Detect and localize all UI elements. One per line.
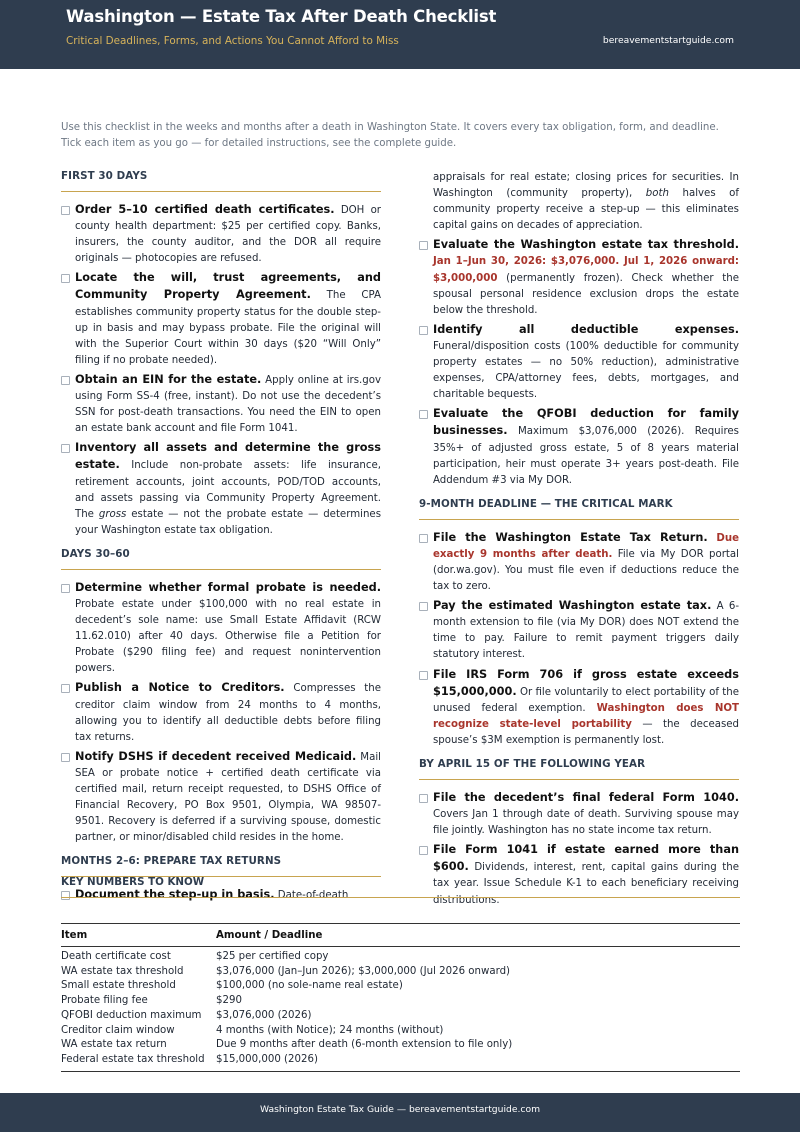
item-highlight: Jan 1–Jun 30, 2026: $3,076,000. Jul 1, 2026 onward: $3,000,000 [433,256,739,284]
page-subtitle: Critical Deadlines, Forms, and Actions You Cannot Afford to Miss [66,35,399,47]
item-title: Document the step-up in basis. [75,888,275,902]
item-text: File via My DOR portal (dor.wa.gov). You must file even if deductions reduce the tax to zero. [433,548,740,593]
item-text: Dividends, interest, rent, capital gains during the tax year. Issue Schedule K-1 to each beneficiary receiving distributions. [433,862,739,906]
checkbox[interactable] [61,376,70,385]
table-row [61,979,740,994]
item-highlight: Due exactly 9 months after death. [433,532,739,560]
item-title: Evaluate the Washington estate tax threshold. [433,238,739,252]
item-text: Include non-probate assets: life insurance, retirement accounts, joint accounts, POD/TOD accounts, and assets passing via Community Property Agreement. The [75,460,381,520]
right-column [419,170,739,912]
checkbox[interactable] [61,444,70,453]
checkbox[interactable] [419,602,428,611]
checkbox[interactable] [61,206,70,215]
item-title: Evaluate the QFOBI deduction for family businesses. [433,407,739,438]
table-cell: Small estate threshold [61,980,176,992]
item-text: Date-of-death [274,890,349,902]
item-emphasis: both [645,188,669,200]
item-title: Inventory all assets and determine the gross estate. [75,441,381,472]
table-cell: Federal estate tax threshold [61,1053,216,1071]
item-title: File the decedent’s final federal Form 1040. [433,791,739,804]
item-title: Determine whether formal probate is needed. [75,580,381,594]
checklist-item [61,440,381,539]
left-column [61,170,381,907]
column-header-amount: Amount / Deadline [216,924,740,947]
checkbox[interactable] [61,684,70,693]
table-cell: Creditor claim window [61,1024,175,1036]
table-row [61,1024,740,1039]
table-cell: Probate filing fee [61,995,148,1007]
section-heading-key-numbers: KEY NUMBERS TO KNOW [61,876,740,898]
item-title: Obtain an EIN for the estate. [75,372,262,386]
item-text: Compresses the creditor claim window from 24 months to 4 months, allowing you to identify all deductible debts before filing tax returns. [75,683,382,743]
checklist-item [419,598,739,663]
item-text: (permanently frozen). Check whether the spousal personal residence exclusion drops the estate below the threshold. [433,272,739,316]
section-heading-first-30-days: FIRST 30 DAYS [61,170,381,192]
checklist-item [61,372,381,437]
item-text: Probate estate under $100,000 with no real estate in decedent’s sole name: use Small Estate Affidavit (RCW 11.62.010) after 40 days. Otherwise file a Petition for Probate ($290 filing fee) and request nonintervention powers. [75,598,381,675]
checkbox[interactable] [419,846,428,855]
checklist-item [61,202,381,267]
footer-text: Washington Estate Tax Guide — bereavementstartguide.com [259,1104,541,1115]
table-cell: $25 per certified copy [216,951,329,962]
column-header-item: Item [61,924,216,947]
item-title: Order 5–10 certified death certificates. [75,203,335,216]
table-row [61,1053,740,1071]
checklist-item [419,237,739,318]
item-text: halves of community property receive a step-up — this eliminates capital gains on decades of appreciation. [433,188,739,232]
table-cell: QFOBI deduction maximum [61,1009,202,1021]
checklist-item [61,270,381,369]
item-text: estate — not the probate estate — determines your Washington estate tax obligation. [75,508,381,536]
item-text: A 6-month extension to file (via My DOR) does NOT extend the time to pay. Failure to remit payment triggers daily statutory interest. [433,601,740,661]
item-title: Locate the will, trust agreements, and Community Property Agreement. [75,271,381,302]
table-row [61,994,740,1009]
item-text: Covers Jan 1 through date of death. Surviving spouse may file jointly. Washington has no state income tax return. [433,809,739,837]
checklist-item [61,680,381,745]
table-cell: Death certificate cost [61,951,171,962]
checkbox[interactable] [419,326,428,335]
table-cell: 4 months (with Notice); 24 months (without) [216,1024,444,1036]
item-text: The CPA establishes community property status for the double step-up in basis and may bypass probate. File the original will with the Superior Court within 30 days ($20 “Will Only” filing if no probate needed). [75,290,381,366]
checklist-item [419,322,739,403]
table-cell: $3,076,000 (2026) [216,1009,312,1021]
checklist-item [61,749,381,847]
checkbox[interactable] [419,671,428,680]
checkbox[interactable] [61,584,70,593]
table-row [61,1038,740,1053]
item-title: Notify DSHS if decedent received Medicaid. [75,749,357,763]
checklist-item-continued [419,170,739,234]
checkbox[interactable] [61,753,70,762]
table-cell: Due 9 months after death (6-month extension to file only) [216,1039,513,1051]
page-header [0,0,800,69]
table-cell: $290 [216,995,242,1007]
checklist-item [419,530,739,595]
site-name: bereavementstartguide.com [602,35,734,46]
item-text: DOH or county health department: $25 per certified copy. Banks, insurers, the county auditor, and the DOR all require originals — photocopies are refused. [75,205,381,265]
page-footer [0,1093,800,1132]
table-cell: $100,000 (no sole-name real estate) [216,980,403,992]
page-title: Washington — Estate Tax After Death Checklist [66,7,497,26]
checklist-item [419,406,739,488]
table-cell: $15,000,000 (2026) [216,1053,740,1071]
section-heading-months-2-6: MONTHS 2–6: PREPARE TAX RETURNS [61,855,381,877]
item-text: — the deceased spouse’s $3M exemption is permanently lost. [433,718,739,746]
item-text: Funeral/disposition costs (100% deductible for community property estates — no 50% reduction), administrative expenses, CPA/attorney fees, debts, mortgages, and charitable bequests. [433,340,739,401]
section-heading-days-30-60: DAYS 30–60 [61,548,381,570]
section-heading-9-month-deadline: 9-MONTH DEADLINE — THE CRITICAL MARK [419,498,739,520]
checklist-item [419,790,739,839]
item-text: Maximum $3,076,000 (2026). Requires 35%+ of adjusted gross estate, 5 of 8 years material participation, heir must operate 3+ years post-death. File Addendum #3 via My DOR. [433,426,739,486]
table-row [61,965,740,980]
item-text: appraisals for real estate; closing prices for securities. In Washington (community property), [433,172,739,200]
item-title: Pay the estimated Washington estate tax. [433,599,712,613]
item-emphasis: gross [98,508,127,520]
key-numbers-table [61,923,740,1072]
section-heading-by-april-15: BY APRIL 15 OF THE FOLLOWING YEAR [419,758,739,780]
checklist-item [419,667,739,749]
checkbox[interactable] [419,794,428,803]
checkbox[interactable] [61,274,70,283]
table-row [61,1009,740,1024]
intro-text: Use this checklist in the weeks and months after a death in Washington State. It covers every tax obligation, form, and deadline. Tick each item as you go — for detailed instructions, see the complete guide. [61,122,719,149]
item-text: Or file voluntarily to elect portability of the unused federal exemption. [433,686,739,714]
checkbox[interactable] [419,534,428,543]
checklist-item [61,580,381,678]
item-highlight: Washington does NOT recognize state-level portability [433,702,739,730]
item-text: Apply online at irs.gov using Form SS-4 (free, instant). Do not use the decedent’s SSN for post-death transactions. You need the EIN to open an estate bank account and file Form 1041. [75,374,381,435]
table-cell: WA estate tax threshold [61,965,184,977]
table-cell: WA estate tax return [61,1039,167,1051]
table-cell: $3,076,000 (Jan–Jun 2026); $3,000,000 (Jul 2026 onward) [216,965,511,977]
table-header-row [61,924,740,947]
item-title: Publish a Notice to Creditors. [75,681,285,695]
table-row [61,947,740,965]
item-title: File IRS Form 706 if gross estate exceeds $15,000,000. [433,667,739,698]
item-title: File Form 1041 if estate earned more than $600. [433,843,739,874]
item-text: Mail SEA or probate notice + certified death certificate via certified mail, return receipt requested, to DSHS Office of Financial Recovery, PO Box 9501, Olympia, WA 98507-9501. Recovery is deferred if a surviving spouse, domestic partner, or minor/disabled child resides in the home. [75,751,381,844]
checkbox[interactable] [419,410,428,419]
checkbox[interactable] [419,241,428,250]
item-title: Identify all deductible expenses. [433,322,739,336]
item-title: File the Washington Estate Tax Return. [433,530,708,544]
